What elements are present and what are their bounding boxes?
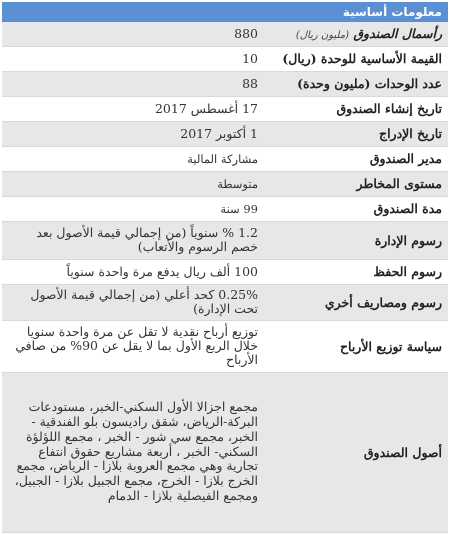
fund-info-table — [2, 22, 448, 533]
row-label: رسوم ومصاريف أخري — [268, 284, 448, 320]
row-value: متوسطة — [2, 171, 268, 196]
row-value: 99 سنة — [2, 196, 268, 221]
table-row — [2, 320, 448, 372]
row-label: القيمة الأساسية للوحدة (ريال) — [268, 46, 448, 71]
row-value: توزيع أرباح نقدية لا تقل عن مرة واحدة سنويا خلال الربع الأول بما لا يقل عن 90% من صافي الأرباح — [2, 320, 268, 372]
row-value: 10 — [2, 46, 268, 71]
row-value: مشاركة المالية — [2, 146, 268, 171]
row-label: رسوم الإدارة — [268, 221, 448, 259]
fund-info-panel — [2, 2, 448, 533]
row-label: أصول الصندوق — [268, 372, 448, 532]
row-value: 0.25% كحد أعلي (من إجمالي قيمة الأصول تحت الإدارة) — [2, 284, 268, 320]
panel-title: معلومات أساسية — [2, 2, 448, 22]
row-value: 1 أكتوبر 2017 — [2, 121, 268, 146]
table-row — [2, 221, 448, 259]
row-label: عدد الوحدات (مليون وحدة) — [268, 71, 448, 96]
table-row — [2, 96, 448, 121]
row-label-note: (مليون ريال) — [295, 30, 349, 42]
table-row — [2, 196, 448, 221]
table-row — [2, 146, 448, 171]
row-value: 1.2 % سنوياً (من إجمالي قيمة الأصول بعد خصم الرسوم والأتعاب) — [2, 221, 268, 259]
row-value: 100 ألف ريال يدفع مرة واحدة سنوياً — [2, 259, 268, 284]
row-label: سياسة توزيع الأرباح — [268, 320, 448, 372]
table-row — [2, 372, 448, 532]
table-row — [2, 46, 448, 71]
table-row — [2, 121, 448, 146]
row-label: مدير الصندوق — [268, 146, 448, 171]
row-label: مستوى المخاطر — [268, 171, 448, 196]
row-label: تاريخ إنشاء الصندوق — [268, 96, 448, 121]
row-label: رأسمال الصندوق (مليون ريال) — [268, 22, 448, 46]
table-row — [2, 22, 448, 46]
table-row — [2, 284, 448, 320]
row-value: مجمع اجزالا الأول السكني-الخبر، مستودعات البركة-الرياض، شقق راديسون بلو الفندقية - الخبر، مجمع سي شور - الخبر ، مجمع اللؤلؤة السكني- الخبر ، أربعة مشاريع حقوق انتفاع تجارية وهي مجمع العروبة بلازا - الرياض، مجمع الخرج بلازا - الخرج، مجمع الجبيل بلازا - الجبيل، ومجمع الفيصلية بلازا - الدمام — [2, 372, 268, 532]
row-label: مدة الصندوق — [268, 196, 448, 221]
table-row — [2, 259, 448, 284]
row-value: 17 أغسطس 2017 — [2, 96, 268, 121]
row-value: 88 — [2, 71, 268, 96]
table-row — [2, 71, 448, 96]
row-label: تاريخ الإدراج — [268, 121, 448, 146]
row-label: رسوم الحفظ — [268, 259, 448, 284]
table-row — [2, 171, 448, 196]
row-value: 880 — [2, 22, 268, 46]
